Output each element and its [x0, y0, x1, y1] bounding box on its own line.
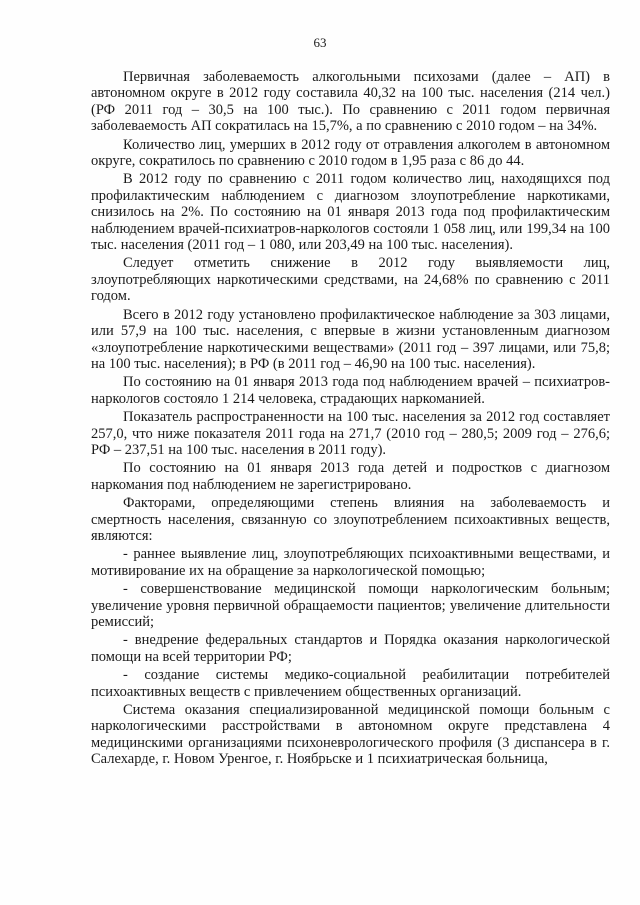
list-item-early-detection: - раннее выявление лиц, злоупотребляющих психоактивными веществами, и мотивирование их на обращение за наркологической помощью; — [91, 546, 610, 579]
paragraph-drug-addicts-count: По состоянию на 01 января 2013 года под наблюдением врачей – психиатров-наркологов состояло 1 214 человека, страдающих наркоманией. — [91, 374, 610, 407]
list-item-care-improvement: - совершенствование медицинской помощи наркологическим больным; увеличение уровня первичной обращаемости пациентов; увеличение длительности ремиссий; — [91, 581, 610, 630]
page-number: 63 — [313, 35, 327, 50]
paragraph-children-adolescents: По состоянию на 01 января 2013 года детей и подростков с диагнозом наркомания под наблюдением не зарегистрировано. — [91, 460, 610, 493]
list-item-rehabilitation-system: - создание системы медико-социальной реабилитации потребителей психоактивных веществ с привлечением общественных организаций. — [91, 667, 610, 700]
body-text — [91, 69, 610, 770]
paragraph-alcoholic-psychoses: Первичная заболеваемость алкогольными психозами (далее – АП) в автономном округе в 2012 году составила 40,32 на 100 тыс. населения (214 чел.) (РФ 2011 год – 30,5 на 100 тыс.). По сравнению с 2011 годом первичная заболеваемость АП сократилась на 15,7%, а по сравнению с 2010 годом – на 34%. — [91, 69, 610, 135]
paragraph-factors-intro: Факторами, определяющими степень влияния на заболеваемость и смертность населения, связанную со злоупотреблением психоактивных веществ, являются: — [91, 495, 610, 544]
paragraph-prevalence-rate: Показатель распространенности на 100 тыс. населения за 2012 год составляет 257,0, что ниже показателя 2011 года на 271,7 (2010 год – 280,5; 2009 год – 276,6; РФ – 237,51 на 100 тыс. населения в 2011 году). — [91, 409, 610, 458]
paragraph-care-system: Система оказания специализированной медицинской помощи больным с наркологическими расстройствами в автономном округе представлена 4 медицинскими организациями психоневрологического профиля (3 диспансера в г. Салехарде, г. Новом Уренгое, г. Ноябрьске и 1 психиатрическая больница, — [91, 702, 610, 768]
paragraph-drug-abuse-observation: В 2012 году по сравнению с 2011 годом количество лиц, находящихся под профилактическим наблюдением с диагнозом злоупотребление наркотиками, снизилось на 2%. По состоянию на 01 января 2013 года под профилактическим наблюдением врачей-психиатров-наркологов состояли 1 058 лиц, или 199,34 на 100 тыс. населения (2011 год – 1 080, или 203,49 на 100 тыс. населения). — [91, 171, 610, 254]
list-item-federal-standards: - внедрение федеральных стандартов и Порядка оказания наркологической помощи на всей территории РФ; — [91, 632, 610, 665]
paragraph-detection-decrease: Следует отметить снижение в 2012 году выявляемости лиц, злоупотребляющих наркотическими средствами, на 24,68% по сравнению с 2011 годом. — [91, 255, 610, 305]
paragraph-alcohol-poisoning-deaths: Количество лиц, умерших в 2012 году от отравления алкоголем в автономном округе, сократилось по сравнению с 2010 годом в 1,95 раза с 86 до 44. — [91, 136, 610, 170]
paragraph-preventive-observation: Всего в 2012 году установлено профилактическое наблюдение за 303 лицами, или 57,9 на 100 тыс. населения, с впервые в жизни установленным диагнозом «злоупотребление наркотическими веществами» (2011 год – 397 лицами, или 75,8; на 100 тыс. населения); в РФ (в 2011 год – 46,90 на 100 тыс. населения). — [91, 306, 610, 372]
